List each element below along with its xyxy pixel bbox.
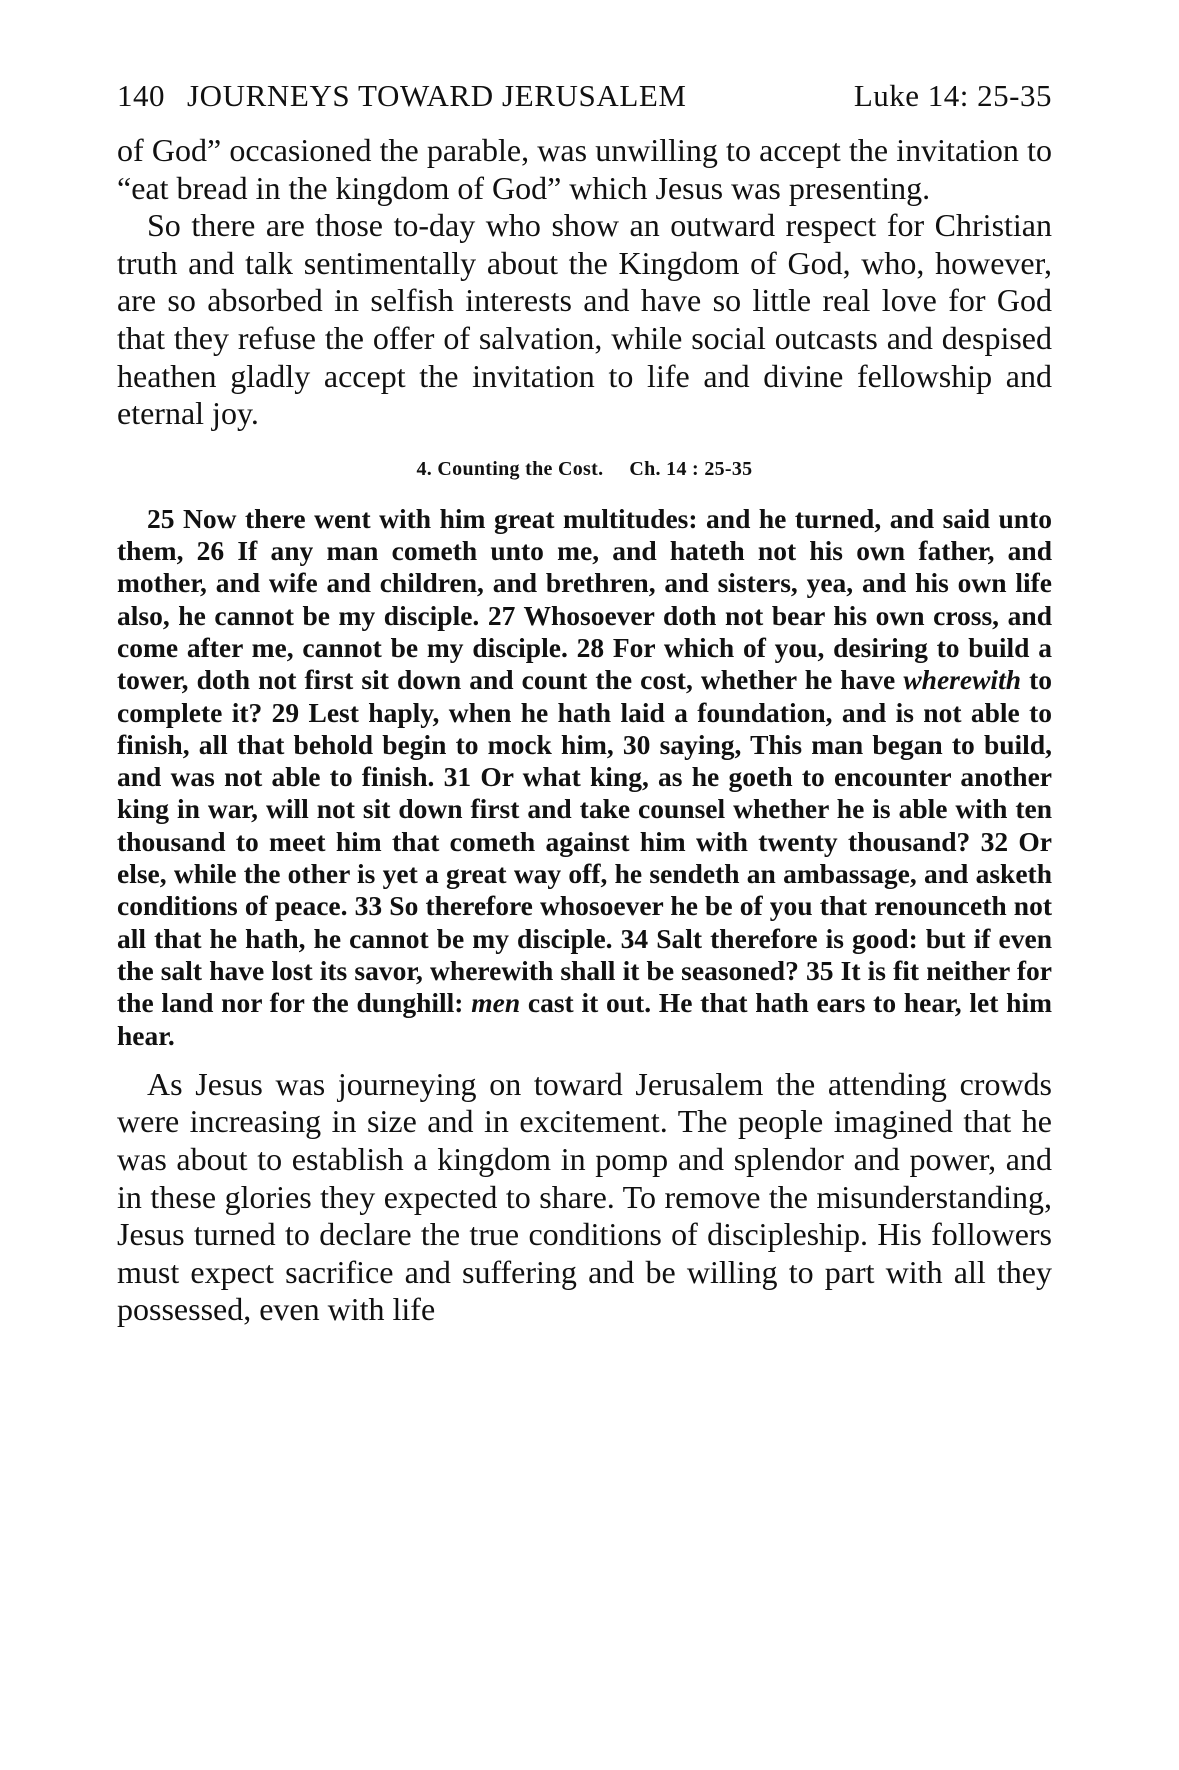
scripture-text: to complete it? 29 Lest haply, when he hath laid a foundation, and is not able to finish, all that behold begin to mock him, 30 saying, This man began to build, and was not able to finish. 31 Or what king, as he goeth to encounter another king in war, will not sit down first and take counsel whether he is able with ten thousand to meet him that cometh against him with twenty thousand? 32 Or else, while the other is yet a great way off, he sendeth an ambassage, and asketh conditions of peace. 33 So therefore whosoever he be of you that renounceth not all that he hath, he cannot be my disciple. 34 Salt therefore is good: but if even the salt have lost its savor, wherewith shall it be seasoned? 35 It is fit neither for the land nor for the dunghill: <box>117 664 1052 1019</box>
scripture-text: cast it out. He that hath ears to hear, let him hear. <box>117 987 1052 1051</box>
paragraph-text: of God” occasioned the parable, was unwilling to accept the invitation to “eat bread in the kingdom of God” which Jesus was presenting. <box>117 132 1052 206</box>
paragraph-text: As Jesus was journeying on toward Jerusalem the attending crowds were increasing in size and in excitement. The people imagined that he was about to establish a kingdom in pomp and splendor and power, and in these glories they expected to share. To remove the misunderstanding, Jesus turned to declare the true conditions of discipleship. His followers must expect sacrifice and suffering and be willing to part with all they possessed, even with life <box>117 1065 1052 1328</box>
continued-paragraph <box>117 132 1052 207</box>
book-page <box>117 78 1052 1329</box>
scripture-passage <box>117 503 1052 1052</box>
section-reference: Ch. 14 : 25-35 <box>629 457 753 480</box>
section-title: 4. Counting the Cost. <box>416 457 604 480</box>
paragraph-text: So there are those to-day who show an outward respect for Christian truth and talk sentimentally about the Kingdom of God, who, however, are so absorbed in selfish interests and have so little real love for God that they refuse the offer of salvation, while social outcasts and despised heathen gladly accept the invitation to life and divine fellowship and eternal joy. <box>117 207 1052 432</box>
commentary-paragraph <box>117 1066 1052 1329</box>
section-heading <box>117 457 1052 481</box>
scripture-italic: men <box>471 987 521 1019</box>
running-header <box>117 78 1052 114</box>
application-paragraph <box>117 207 1052 433</box>
scripture-italic: wherewith <box>903 664 1022 696</box>
scripture-text: 25 Now there went with him great multitudes: and he turned, and said unto them, 26 If any man cometh unto me, and hateth not his own father, and mother, and wife and children, and brethren, and sisters, yea, and his own life also, he cannot be my disciple. 27 Whosoever doth not bear his own cross, and come after me, cannot be my disciple. 28 For which of you, desiring to build a tower, doth not first sit down and count the cost, whether he have <box>117 502 1052 696</box>
book-title: JOURNEYS TOWARD JERUSALEM <box>187 78 687 113</box>
chapter-reference: Luke 14: 25-35 <box>853 78 1052 113</box>
page-number: 140 <box>117 78 165 113</box>
